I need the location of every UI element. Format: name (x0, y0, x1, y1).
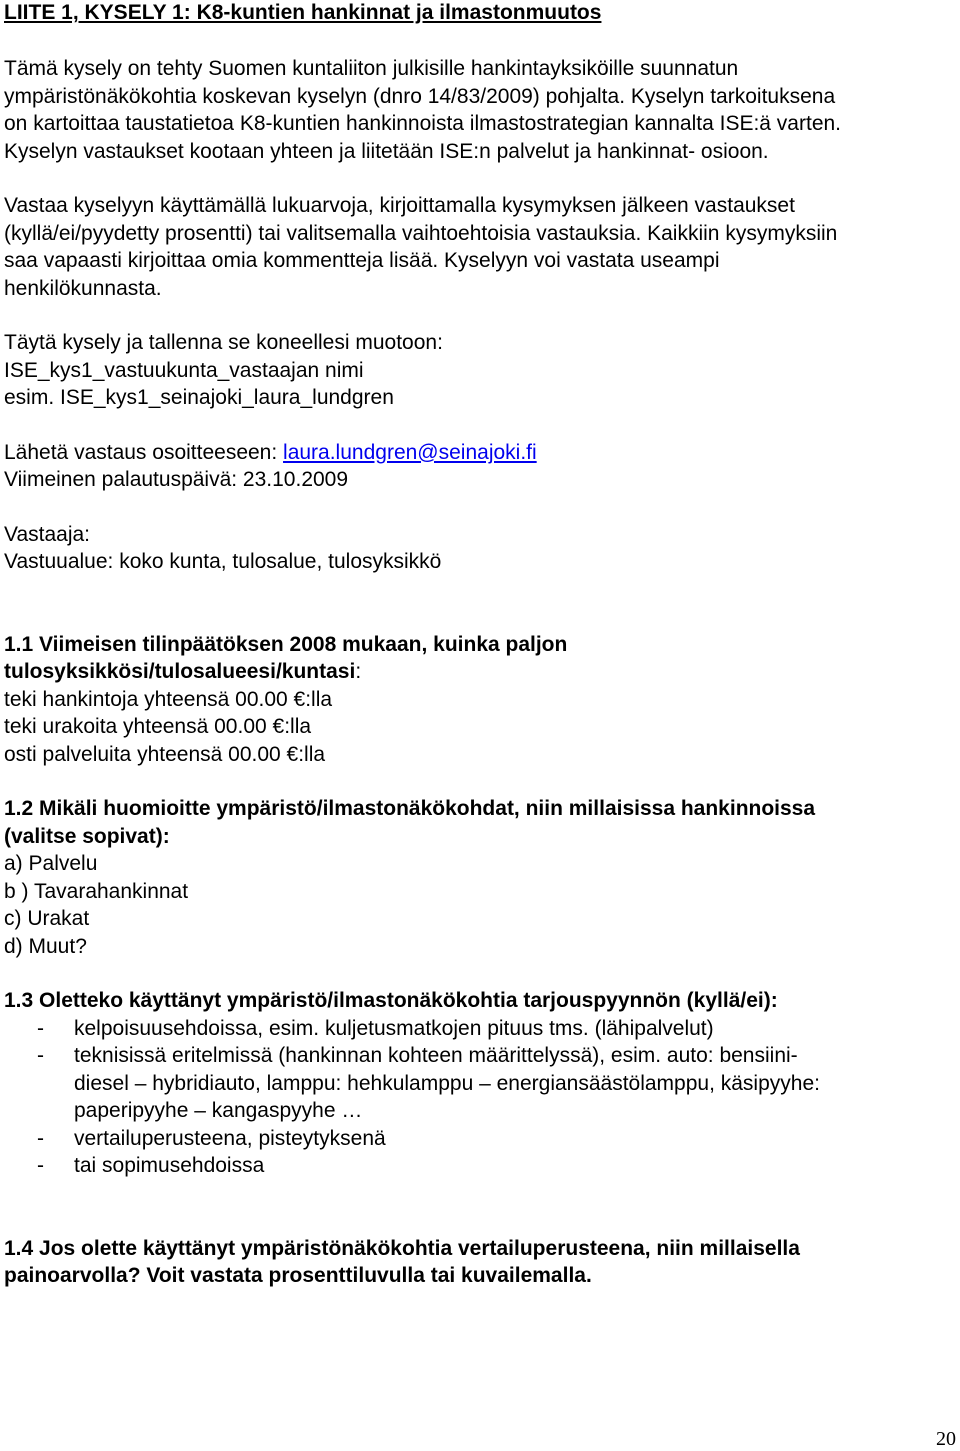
answer-line[interactable]: teki urakoita yhteensä 00.00 €:lla (4, 715, 312, 738)
spacer (4, 1180, 954, 1235)
spacer (4, 302, 954, 329)
question-heading-colon: : (355, 660, 362, 683)
instructions-line: henkilökunnasta. (4, 276, 162, 300)
list-item-text: diesel – hybridiauto, lamppu: hehkulamppu – energiansäästölamppu, käsipyyhe: (74, 1071, 820, 1095)
intro-line: Tämä kysely on tehty Suomen kuntaliiton julkisille hankintayksiköille suunnatun (4, 57, 739, 80)
option-item[interactable]: c) Urakat (4, 907, 90, 930)
respondent-section (4, 521, 954, 576)
option-item[interactable]: b ) Tavarahankinnat (4, 879, 189, 903)
send-line (4, 439, 954, 467)
spacer (4, 768, 954, 795)
question-1-2 (4, 795, 954, 960)
intro-line: Kyselyn vastaukset kootaan yhteen ja liitetään ISE:n palvelut ja hankinnat- osioon. (4, 139, 769, 163)
respondent-label: Vastaaja: (4, 522, 90, 546)
intro-line: on kartoittaa taustatietoa K8-kuntien hankinnoista ilmastostrategian kannalta ISE:ä varten. (4, 112, 842, 135)
intro-paragraph (4, 55, 954, 165)
question-1-3 (4, 987, 954, 1180)
question-1-1 (4, 631, 954, 769)
question-heading: 1.4 Jos olette käyttänyt ympäristönäkökohtia vertailuperusteena, niin millaisella (4, 1236, 800, 1260)
save-filename-template: ISE_kys1_vastuukunta_vastaajan nimi (4, 358, 364, 382)
question-heading (4, 658, 954, 686)
question-heading: 1.1 Viimeisen tilinpäätöksen 2008 mukaan, kuinka paljon (4, 632, 568, 656)
spacer (4, 494, 954, 521)
list-item[interactable] (4, 1125, 954, 1153)
list-item[interactable] (4, 1015, 954, 1043)
question-heading: painoarvolla? Voit vastata prosenttiluvulla tai kuvailemalla. (4, 1264, 592, 1287)
list-item-text: vertailuperusteena, pisteytyksenä (74, 1126, 386, 1150)
save-filename-example: esim. ISE_kys1_seinajoki_laura_lundgren (4, 386, 394, 409)
deadline: Viimeinen palautuspäivä: 23.10.2009 (4, 468, 349, 491)
answer-line[interactable]: osti palveluita yhteensä 00.00 €:lla (4, 742, 326, 766)
save-instructions (4, 329, 954, 412)
page-title: LIITE 1, KYSELY 1: K8-kuntien hankinnat ja ilmastonmuutos (4, 1, 602, 24)
instructions-paragraph (4, 192, 954, 302)
document-page (4, 0, 954, 1290)
list-item[interactable] (4, 1042, 954, 1125)
question-heading: (valitse sopivat): (4, 824, 170, 848)
list-item-text: - teknisissä eritelmissä (hankinnan kohteen määrittelyssä), esim. auto: bensiini- (74, 1044, 798, 1067)
option-item[interactable]: d) Muut? (4, 934, 87, 958)
list-item-text: tai sopimusehdoissa (74, 1154, 265, 1177)
list-item[interactable] (4, 1152, 954, 1180)
spacer (4, 960, 954, 987)
instructions-line: saa vapaasti kirjoittaa omia kommentteja lisää. Kyselyyn voi vastata useampi (4, 249, 720, 272)
email-link[interactable]: laura.lundgren@seinajoki.fi (283, 440, 537, 464)
answer-line[interactable]: teki hankintoja yhteensä 00.00 €:lla (4, 687, 333, 711)
spacer (4, 412, 954, 439)
send-section (4, 439, 954, 494)
spacer (4, 576, 954, 631)
question-1-4 (4, 1235, 954, 1290)
responsibility-area: Vastuualue: koko kunta, tulosalue, tulosyksikkö (4, 550, 442, 573)
option-item[interactable]: a) Palvelu (4, 852, 98, 875)
question-heading: 1.2 Mikäli huomioitte ympäristö/ilmastonäkökohdat, niin millaisissa hankinnoissa (4, 797, 816, 820)
page-number: 20 (936, 1428, 956, 1450)
send-prefix: Lähetä vastaus osoitteeseen: (4, 440, 284, 464)
question-heading-bold: tulosyksikkösi/tulosalueesi/kuntasi (4, 660, 356, 683)
instructions-line: Vastaa kyselyyn käyttämällä lukuarvoja, kirjoittamalla kysymyksen jälkeen vastaukset (4, 194, 795, 217)
save-line: Täytä kysely ja tallenna se koneellesi muotoon: (4, 331, 443, 354)
instructions-line: (kyllä/ei/pyydetty prosentti) tai valitsemalla vaihtoehtoisia vastauksia. Kaikkiin kysymyksiin (4, 221, 838, 245)
spacer (4, 165, 954, 192)
list-item-text: paperipyyhe – kangaspyyhe … (74, 1099, 363, 1122)
list-item-text: kelpoisuusehdoissa, esim. kuljetusmatkojen pituus tms. (lähipalvelut) (74, 1016, 714, 1040)
intro-line: ympäristönäkökohtia koskevan kyselyn (dnro 14/83/2009) pohjalta. Kyselyn tarkoituksena (4, 84, 836, 108)
spacer (4, 26, 954, 55)
dash-list (4, 1015, 954, 1180)
question-heading: 1.3 Oletteko käyttänyt ympäristö/ilmastonäkökohtia tarjouspyynnön (kyllä/ei): (4, 989, 778, 1012)
